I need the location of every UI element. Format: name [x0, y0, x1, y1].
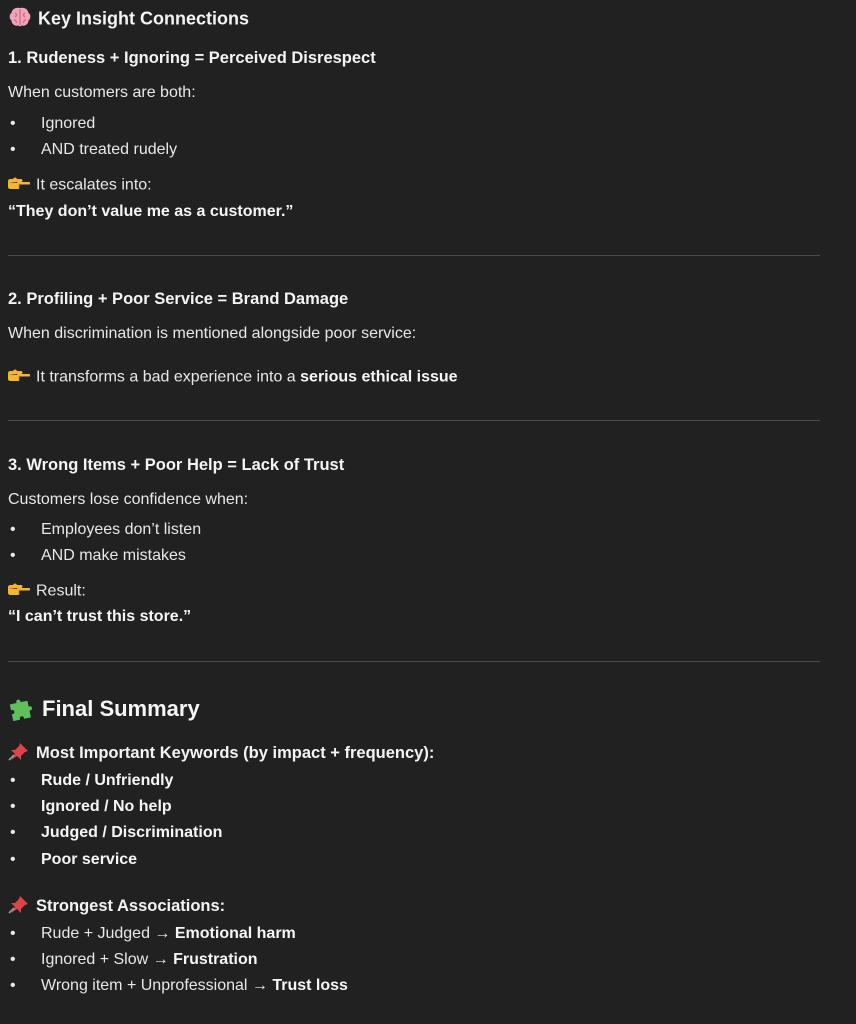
pointing-hand-icon — [8, 176, 30, 195]
bullet-dot: • — [10, 141, 16, 158]
insight-intro-2: When discrimination is mentioned alongside poor service: — [8, 325, 417, 342]
pushpin-icon — [8, 894, 30, 919]
keyword-item: Poor service — [41, 851, 138, 868]
insight-pointer-2: It transforms a bad experience into a serious ethical issue — [8, 368, 458, 387]
association-item: Ignored + Slow → Frustration — [41, 951, 258, 968]
bullet-dot: • — [10, 521, 16, 538]
divider — [8, 661, 820, 662]
pointing-hand-icon — [8, 368, 30, 387]
divider — [8, 420, 820, 421]
insight-quote-1: “They don’t value me as a customer.” — [8, 203, 294, 220]
insight-quote-3: “I can’t trust this store.” — [8, 608, 192, 625]
bullet-dot: • — [10, 925, 16, 942]
list-item: AND treated rudely — [41, 141, 178, 158]
list-item: AND make mistakes — [41, 547, 186, 564]
keyword-item: Rude / Unfriendly — [41, 772, 174, 789]
insight-intro-3: Customers lose confidence when: — [8, 491, 249, 508]
keyword-item: Judged / Discrimination — [41, 824, 223, 841]
bullet-dot: • — [10, 977, 16, 994]
association-item: Wrong item + Unprofessional → Trust loss — [41, 977, 348, 994]
bullet-dot: • — [10, 547, 16, 564]
insight-pointer-3: Result: — [8, 582, 86, 601]
association-item: Rude + Judged → Emotional harm — [41, 925, 296, 942]
divider — [8, 255, 820, 256]
pushpin-icon — [8, 741, 30, 766]
insight-heading-2: 2. Profiling + Poor Service = Brand Damage — [8, 290, 349, 308]
insight-heading-1: 1. Rudeness + Ignoring = Perceived Disrespect — [8, 49, 376, 67]
keywords-heading: Most Important Keywords (by impact + frequency): — [8, 741, 434, 766]
list-item: Employees don’t listen — [41, 521, 202, 538]
bullet-dot: • — [10, 951, 16, 968]
bullet-dot: • — [10, 798, 16, 815]
brain-icon — [8, 6, 32, 33]
insight-pointer-1: It escalates into: — [8, 176, 152, 195]
list-item: Ignored — [41, 115, 96, 132]
pointing-hand-icon — [8, 582, 30, 601]
bullet-dot: • — [10, 851, 16, 868]
associations-heading: Strongest Associations: — [8, 894, 225, 919]
insight-intro-1: When customers are both: — [8, 84, 196, 101]
insight-heading-3: 3. Wrong Items + Poor Help = Lack of Trust — [8, 456, 345, 474]
keyword-item: Ignored / No help — [41, 798, 172, 815]
section-heading: Key Insight Connections — [8, 6, 249, 33]
bullet-dot: • — [10, 115, 16, 132]
summary-title: Final Summary — [8, 693, 200, 727]
puzzle-icon — [8, 693, 36, 727]
bullet-dot: • — [10, 824, 16, 841]
bullet-dot: • — [10, 772, 16, 789]
